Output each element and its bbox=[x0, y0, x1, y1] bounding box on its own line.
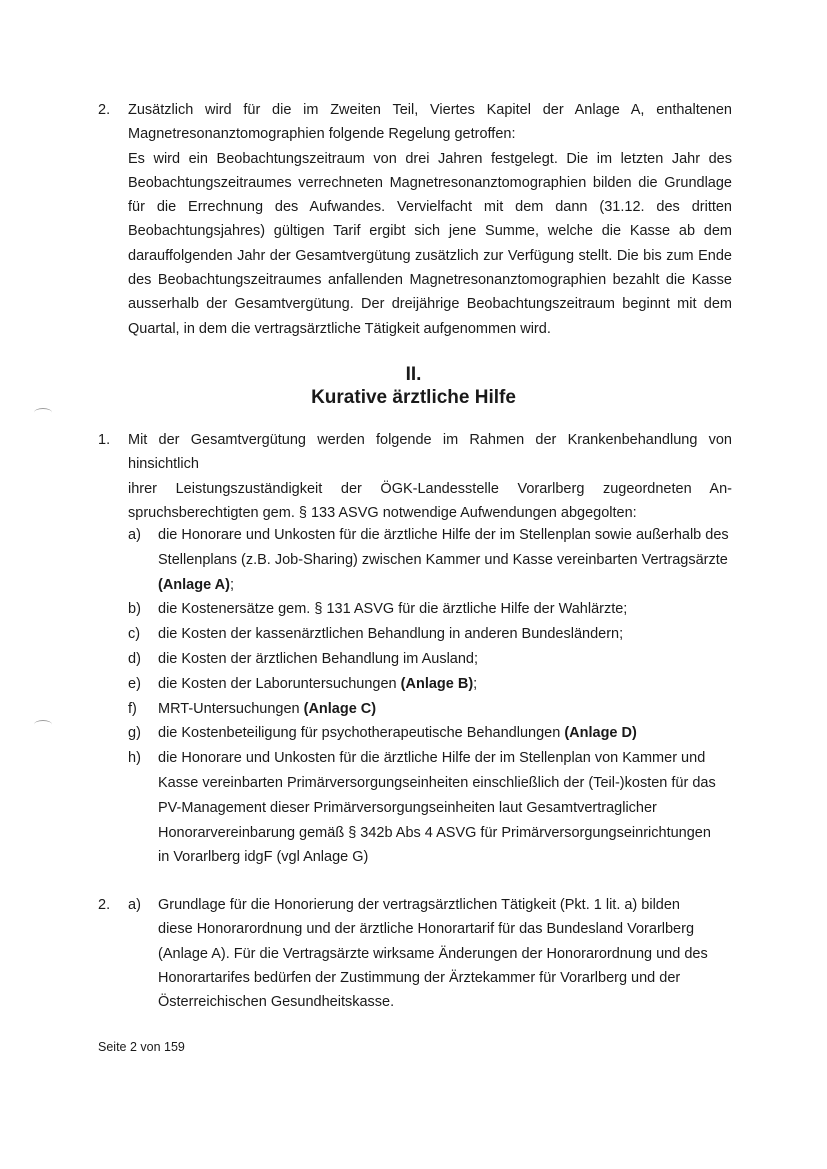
annex-reference: (Anlage D) bbox=[564, 725, 637, 742]
section-body bbox=[158, 893, 732, 1014]
paragraph-line: für die Errechnung des Aufwandes. Vervielfacht mit dem dann (31.12. des dritten bbox=[128, 199, 732, 216]
list-item bbox=[128, 746, 732, 870]
list-item-punct: ; bbox=[229, 576, 234, 593]
annex-reference: (Anlage A) bbox=[158, 576, 230, 593]
list-item-label: b) bbox=[128, 601, 141, 618]
list-item-label: c) bbox=[128, 626, 141, 643]
paragraph-line: Magnetresonanztomographien folgende Regelung getroffen: bbox=[128, 126, 516, 143]
list-item-line: die Honorare und Unkosten für die ärztliche Hilfe der im Stellenplan sowie außerhalb des bbox=[158, 527, 729, 543]
section-body bbox=[128, 428, 732, 525]
list-item-line: Stellenplans (z.B. Job-Sharing) zwischen Kammer und Kasse vereinbarten Vertragsärzte bbox=[158, 551, 728, 568]
paragraph-line: Grundlage für die Honorierung der vertragsärztlichen Tätigkeit (Pkt. 1 lit. a) bilden bbox=[158, 897, 680, 913]
list-item-line: Honorarvereinbarung gemäß § 342b Abs 4 ASVG für Primärversorgungseinrichtungen bbox=[158, 824, 711, 841]
paragraph-line: ausserhalb der Gesamtvergütung. Der dreijährige Beobachtungszeitraum beginnt mit dem bbox=[128, 296, 732, 313]
list-item-label: d) bbox=[128, 650, 141, 667]
paragraph-line: darauffolgenden Jahr der Gesamtvergütung zusätzlich zur Verfügung stellt. Die bis zum Ende bbox=[128, 247, 732, 264]
list-item bbox=[128, 697, 732, 722]
subsection-label: a) bbox=[128, 897, 141, 913]
list-item-punct: ; bbox=[473, 675, 478, 692]
paragraph-line: Quartal, in dem die vertragsärztliche Tätigkeit aufgenommen wird. bbox=[128, 320, 551, 337]
list-item-text: die Kostenersätze gem. § 131 ASVG für die ärztliche Hilfe der Wahlärzte; bbox=[158, 601, 628, 618]
section-2-mrt-regulation bbox=[98, 98, 732, 341]
paragraph-line: Es wird ein Beobachtungszeitraum von drei Jahren festgelegt. Die im letzten Jahr des bbox=[128, 150, 732, 167]
paragraph-line: (Anlage A). Für die Vertragsärzte wirksame Änderungen der Honorarordnung und des bbox=[158, 945, 708, 962]
section-number: 2. bbox=[98, 897, 111, 913]
list-item-label: e) bbox=[128, 675, 141, 692]
paragraph-line: diese Honorarordnung und der ärztliche Honorartarif für das Bundesland Vorarlberg bbox=[158, 921, 695, 938]
list-item bbox=[128, 523, 732, 597]
list-item-text: MRT-Untersuchungen bbox=[158, 700, 304, 717]
paragraph-line: des Beobachtungszeitraumes anfallenden Magnetresonanztomographien bezahlt die Kasse bbox=[128, 272, 732, 289]
paragraph-line: ihrer Leistungszuständigkeit der ÖGK-Landesstelle Vorarlberg zugeordneten An- bbox=[128, 480, 732, 497]
section-1-compensation bbox=[98, 428, 732, 525]
list-item-text: die Kostenbeteiligung für psychotherapeutische Behandlungen bbox=[158, 725, 565, 742]
section-number: 1. bbox=[98, 432, 111, 448]
punch-hole-mark bbox=[34, 720, 52, 729]
list-item-label: g) bbox=[128, 725, 141, 742]
list-item-label: h) bbox=[128, 750, 141, 767]
list-item-text: die Kosten der ärztlichen Behandlung im Ausland; bbox=[158, 650, 479, 667]
list-item-label: f) bbox=[128, 700, 137, 717]
paragraph-line: Beobachtungszeitraumes verrechneten Magnetresonanztomographien bilden die Grundlage bbox=[128, 174, 732, 191]
list-item-line: Kasse vereinbarten Primärversorgungseinheiten einschließlich der (Teil-)kosten für das bbox=[158, 774, 716, 791]
paragraph-line: spruchsberechtigten gem. § 133 ASVG notwendige Aufwendungen abgegolten: bbox=[128, 504, 637, 521]
list-item bbox=[128, 721, 732, 746]
section-heading-numeral: II. bbox=[405, 364, 422, 385]
section-number: 2. bbox=[98, 102, 111, 118]
paragraph-line: Österreichischen Gesundheitskasse. bbox=[158, 994, 395, 1011]
list-item-line: in Vorarlberg idgF (vgl Anlage G) bbox=[158, 849, 369, 866]
list-item bbox=[128, 622, 732, 647]
list-item-text: die Kosten der kassenärztlichen Behandlung in anderen Bundesländern; bbox=[158, 626, 624, 643]
compensation-item-list bbox=[128, 523, 732, 870]
paragraph-line: Beobachtungsjahres) gültigen Tarif ergibt sich jene Summe, welche die Kasse ab dem bbox=[128, 223, 732, 240]
list-item-label: a) bbox=[128, 527, 141, 543]
list-item-text: die Kosten der Laboruntersuchungen bbox=[158, 675, 401, 692]
list-item bbox=[128, 672, 732, 697]
section-2-honorierung bbox=[98, 893, 732, 1014]
section-body bbox=[128, 98, 732, 341]
annex-reference: (Anlage B) bbox=[400, 675, 474, 692]
paragraph-line: Mit der Gesamtvergütung werden folgende im Rahmen der Krankenbehandlung von hinsichtlich bbox=[128, 432, 732, 473]
page-number: Seite 2 von 159 bbox=[98, 1040, 185, 1054]
list-item-line: PV-Management dieser Primärversorgungseinheiten laut Gesamtvertraglicher bbox=[158, 799, 657, 816]
paragraph-line: Honorartarifes bedürfen der Zustimmung der Ärztekammer für Vorarlberg und der bbox=[158, 969, 681, 986]
list-item bbox=[128, 647, 732, 672]
list-item bbox=[128, 597, 732, 622]
paragraph-line: Zusätzlich wird für die im Zweiten Teil, Viertes Kapitel der Anlage A, enthaltenen bbox=[128, 102, 732, 118]
annex-reference: (Anlage C) bbox=[303, 700, 377, 717]
section-heading-title: Kurative ärztliche Hilfe bbox=[311, 387, 516, 408]
list-item-line: die Honorare und Unkosten für die ärztliche Hilfe der im Stellenplan von Kammer und bbox=[158, 750, 706, 767]
